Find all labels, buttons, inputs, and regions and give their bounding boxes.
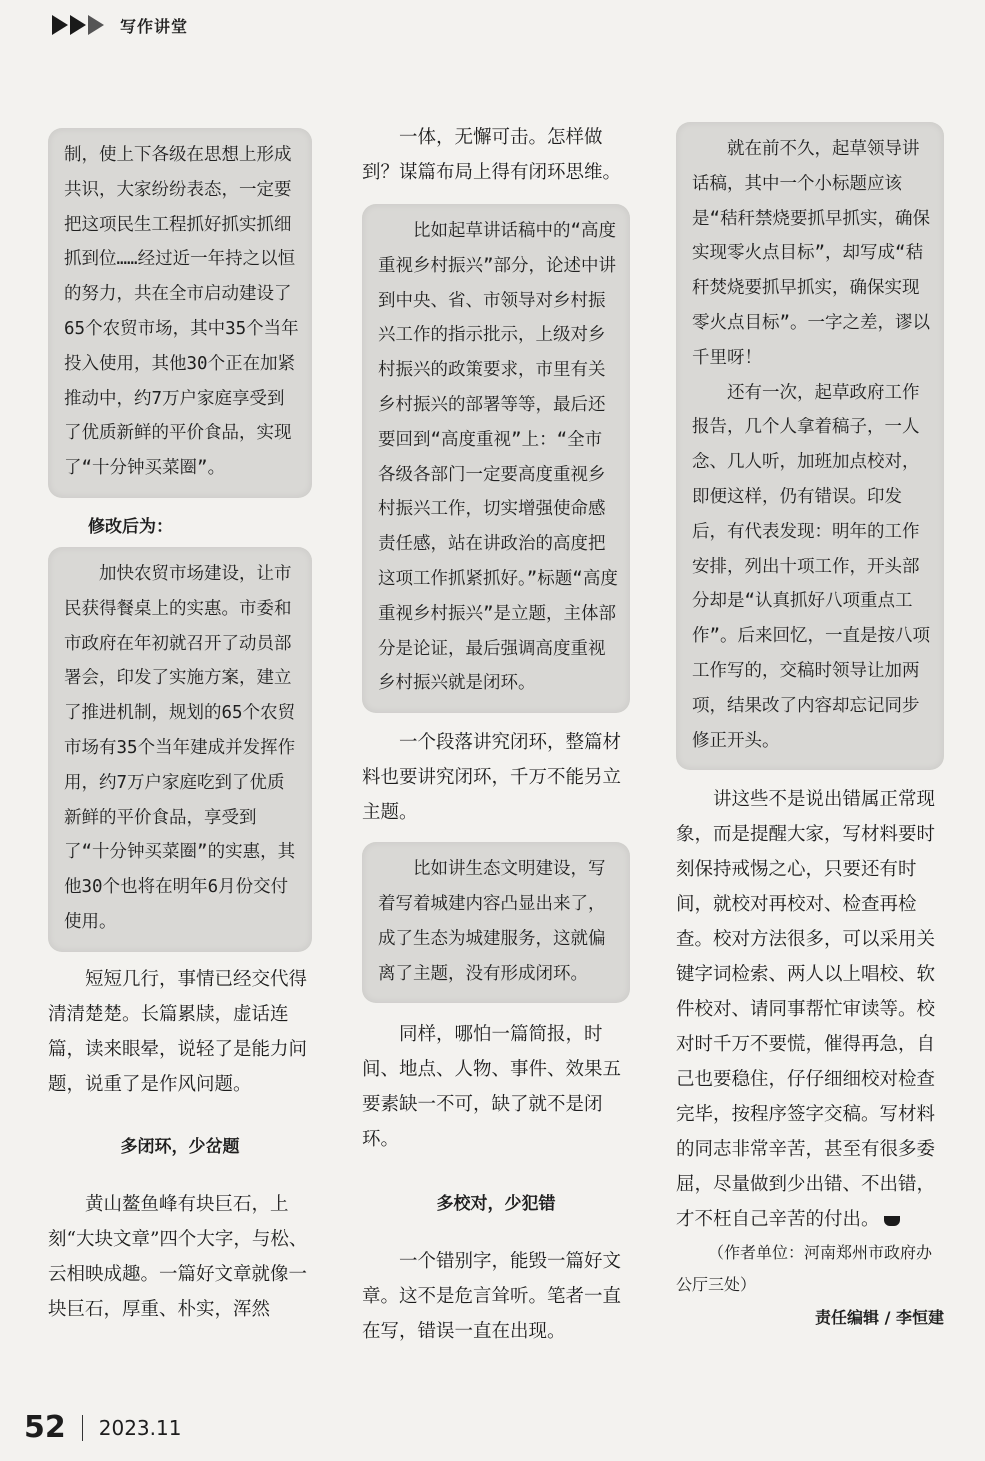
issue-date: 2023.11: [98, 1415, 182, 1440]
box-text: 就在前不久，起草领导讲话稿，其中一个小标题应该是“秸秆禁烧要抓早抓实，确保实现零火点目标”，却写成“秸秆焚烧要抓早抓实，确保实现零火点目标”。一字之差，谬以千里呀！: [692, 139, 931, 368]
box-text: 还有一次，起草政府工作报告，几个人拿着稿子，一人念、几人听，加班加点校对，即便这样，仍有错误。印发后，有代表发现：明年的工作安排，列出十项工作，开头部分却是“认真抓好八项重点工作”。后来回忆，一直是按八项工作写的，交稿时领导让加两项，结果改了内容却忘记同步修正开头。: [692, 382, 931, 751]
example-box: [362, 842, 630, 1003]
example-box-revised: [48, 547, 312, 952]
column-1: [48, 128, 312, 1327]
column-3: [676, 122, 944, 1328]
example-box: [676, 122, 944, 770]
example-box-original: [48, 128, 312, 498]
divider: [82, 1415, 83, 1441]
author-attribution: （作者单位：河南郑州市政府办公厅三处）: [676, 1243, 933, 1295]
body-paragraph: 一体，无懈可击。怎样做到？谋篇布局上得有闭环思维。: [362, 127, 622, 183]
end-mark-icon: [884, 1216, 900, 1226]
body-paragraph: 一个段落讲究闭环，整篇材料也要讲究闭环，千万不能另立主题。: [362, 732, 622, 824]
body-paragraph: 讲这些不是说出错属正常现象，而是提醒大家，写材料要时刻保持戒惕之心，只要还有时间，就校对再校对、检查再检查。校对方法很多，可以采用关键字词检索、两人以上唱校、软件校对、请同事帮忙审读等。校对时千万不要慌，催得再急，自己也要稳住，仔仔细细校对检查完毕，按程序签字交稿。写材料的同志非常辛苦，甚至有很多委屈，尽量做到少出错、不出错，才不枉自己辛苦的付出。: [676, 789, 936, 1231]
chevron-arrows-icon: [52, 15, 106, 35]
page-number: 52: [24, 1410, 66, 1445]
column-2: [362, 120, 630, 1349]
box-text: 加快农贸市场建设，让市民获得餐桌上的实惠。市委和市政府在年初就召开了动员部署会，印发了实施方案，建立了推进机制，规划的65个农贸市场有35个当年建成并发挥作用，约7万户家庭吃到了优质新鲜的平价食品，享受到了“十分钟买菜圈”的实惠，其他30个也将在明年6月份交付使用。: [64, 563, 296, 932]
box-text: 比如讲生态文明建设，写着写着城建内容凸显出来了，成了生态为城建服务，这就偏离了主题，没有形成闭环。: [378, 859, 606, 984]
body-paragraph: 黄山鳌鱼峰有块巨石，上刻“大块文章”四个大字，与松、云相映成趣。一篇好文章就像一块巨石，厚重、朴实，浑然: [48, 1193, 308, 1320]
responsible-editor: 责任编辑 / 李恒建: [815, 1308, 944, 1328]
body-paragraph: 一个错别字，能毁一篇好文章。这不是危言耸听。笔者一直在写，错误一直在出现。: [362, 1251, 622, 1343]
body-paragraph: 短短几行，事情已经交代得清清楚楚。长篇累牍，虚话连篇，读来眼晕，说轻了是能力问题，说重了是作风问题。: [48, 968, 308, 1095]
page-footer: [24, 1410, 181, 1445]
body-paragraph: 同样，哪怕一篇简报，时间、地点、人物、事件、效果五要素缺一不可，缺了就不是闭环。: [362, 1024, 622, 1151]
section-label: 写作讲堂: [120, 16, 189, 36]
revised-label: 修改后为：: [88, 516, 173, 537]
subheading: 多闭环，少岔题: [120, 1136, 240, 1157]
box-text: 制，使上下各级在思想上形成共识，大家纷纷表态，一定要把这项民生工程抓好抓实抓细抓到位……经过近一年持之以恒的努力，共在全市启动建设了65个农贸市场，其中35个当年投入使用，其他30个正在加紧推动中，约7万户家庭享受到了优质新鲜的平价食品，实现了“十分钟买菜圈”。: [64, 145, 299, 479]
subheading: 多校对，少犯错: [436, 1194, 556, 1215]
example-box: [362, 204, 630, 713]
box-text: 比如起草讲话稿中的“高度重视乡村振兴”部分，论述中讲到中央、省、市领导对乡村振兴工作的指示批示，上级对乡村振兴的政策要求，市里有关乡村振兴的部署等等，最后还要回到“高度重视”上：“全市各级各部门一定要高度重视乡村振兴工作，切实增强使命感责任感，站在讲政治的高度把这项工作抓紧抓好。”标题“高度重视乡村振兴”是立题，主体部分是论证，最后强调高度重视乡村振兴就是闭环。: [378, 221, 618, 694]
page-header: [52, 10, 188, 40]
